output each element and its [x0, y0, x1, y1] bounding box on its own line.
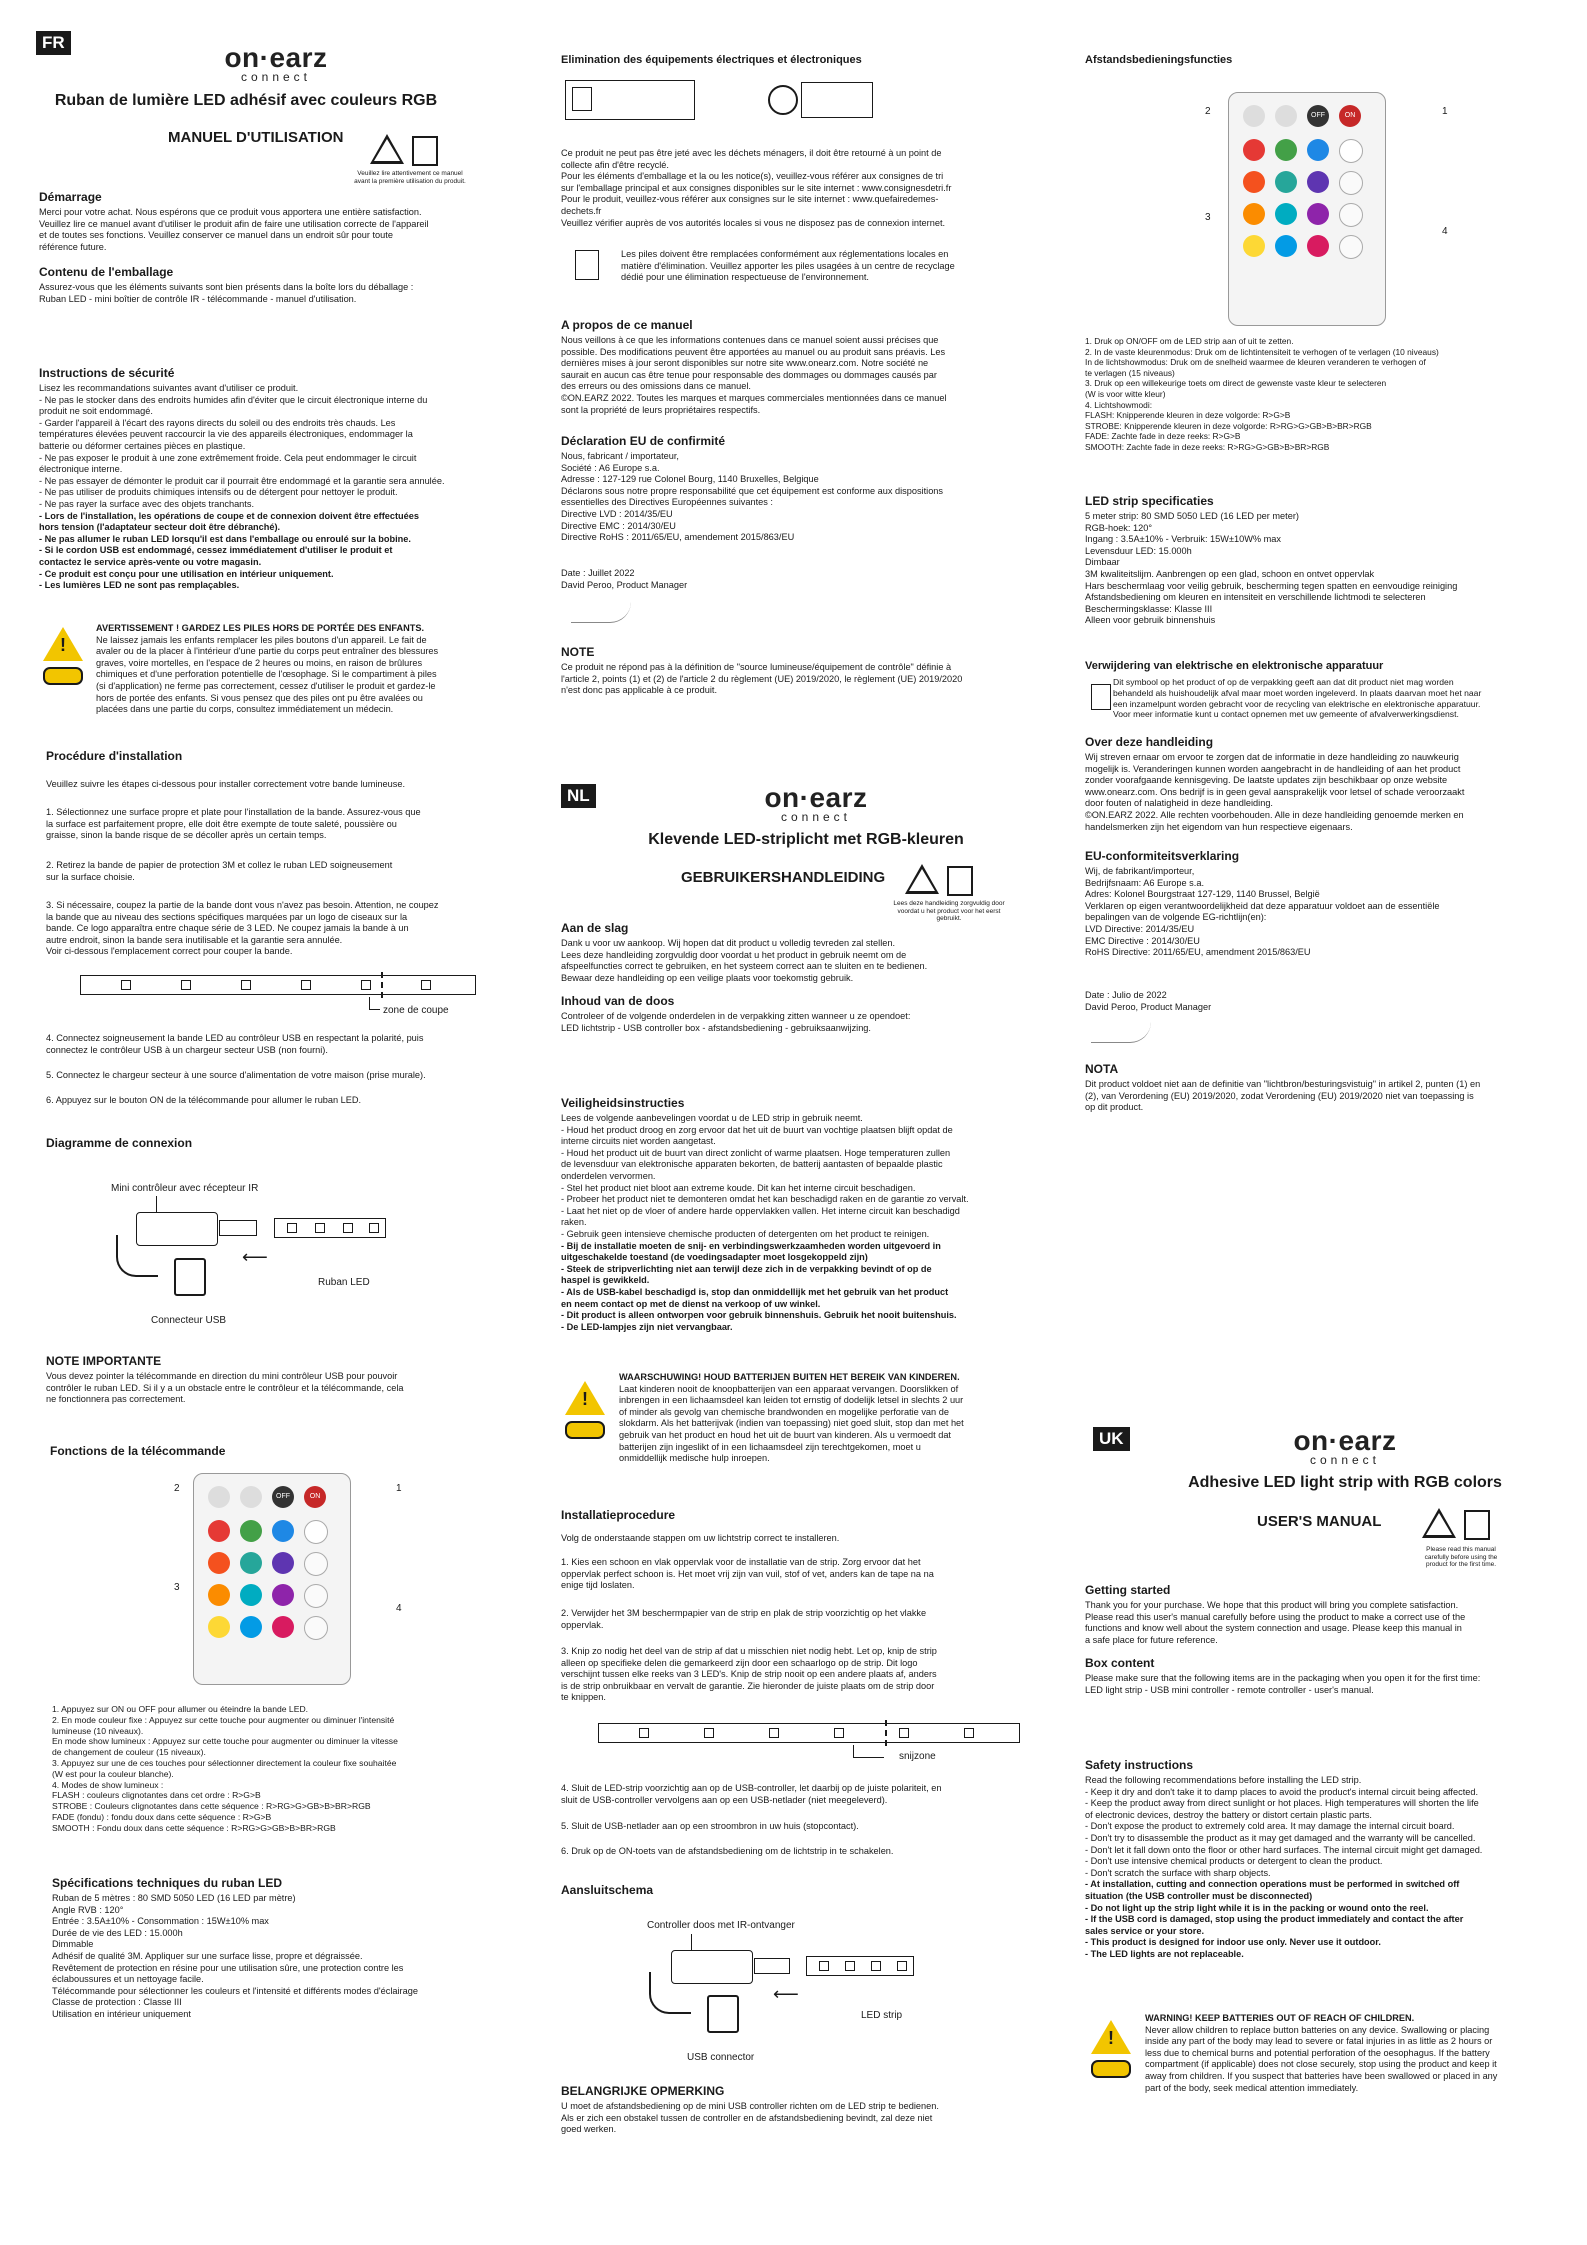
diagram-heading-nl: Aansluitschema [561, 1883, 654, 1897]
diagram-led-strip-nl [806, 1956, 914, 1976]
brand-name: on·earz [224, 42, 328, 73]
remote-functions-list-nl: 1. Druk op ON/OFF om de LED strip aan of uit te zetten. 2. In de vaste kleurenmodus: Druk om de lichtintensiteit te verhogen of te verlagen (10 niveaus) In de lichtshowmodus: Druk om de snelheid waarmee de kleuren veranderen te verhogen of te verlagen (15 niveaus) 3. Druk op een willekeurige toets om direct de gewenste vaste kleur te selecteren (W is voor witte kleur) 4. Lichtshowmodi: FLASH: Knipperende kleuren in deze volgorde: R>G>B STROBE: Knipperende kleuren in deze volgorde: R>RG>G>GB>B>BR>RGB FADE: Zachte fade in deze reeks: R>G>B SMOOTH: Zachte fade in deze reeks: R>RG>G>GB>B>BR>RGB [1085, 336, 1439, 452]
crossed-bin-battery-icon [575, 250, 599, 280]
start-text: Merci pour votre achat. Nous espérons que ce produit vous apportera une entière satisfaction. Veuillez lire ce manuel avant d'utiliser le produit afin de faire une utilisation correcte de l'appareil et de toutes ses fonctions. Veuillez conserver ce manuel dans un endroit sûr pour toute référence future. [39, 207, 429, 252]
manual-title-uk: USER'S MANUAL [1257, 1513, 1382, 1530]
declaration-heading: Déclaration EU de confirmité [561, 434, 726, 448]
declaration-text: Nous, fabricant / importateur, Société : A6 Europe s.a. Adresse : 127-129 rue Colonel Bourg, 1140 Bruxelles, Belgique Déclarons sous notre propre responsabilité que cet équipement est conforme aux dispositions essentielles des Directives Européennes suivantes : Directive LVD : 2014/35/EU Directive EMC : 2014/30/EU Directive RoHS : 2011/65/EU, amendement 2015/863/EU [561, 451, 944, 543]
note-heading: NOTE IMPORTANTE [46, 1354, 162, 1368]
cut-zone-label-nl: snijzone [899, 1751, 936, 1762]
battery-warning-icon: ! [1087, 2020, 1142, 2078]
declaration-date: Date : Juillet 2022 David Peroo, Product Manager [561, 568, 688, 590]
note-text-nl: U moet de afstandsbediening op de mini USB controller richten om de LED strip te bedienen. Als er zich een obstakel tussen de controller en de afstandsbediening bevindt, zal deze niet goed werken. [561, 2101, 939, 2135]
manual-book-icon [1464, 1510, 1490, 1540]
on-button-icon: ON [304, 1486, 326, 1508]
recycle-icon [768, 85, 798, 115]
read-note-nl: Lees deze handleiding zorgvuldig door voordat u het product voor het eerst gebruikt. [893, 900, 1005, 922]
about-heading: A propos de ce manuel [561, 318, 693, 332]
box-text-uk: Please make sure that the following items are in the packaging when you open it for the first time: LED light strip - USB mini controller - remote controller - user's manual. [1085, 1673, 1481, 1695]
box-heading: Contenu de l'emballage [39, 265, 174, 279]
note-heading-nl: BELANGRIJKE OPMERKING [561, 2084, 725, 2098]
safety-heading: Instructions de sécurité [39, 366, 175, 380]
battery-disposal-text: Les piles doivent être remplacées conformément aux réglementations locales en matière d'élimination. Veuillez apporter les piles usagées à un centre de recyclage dédié pour une élimination respectueuse de l'environnement. [621, 249, 955, 283]
weee-text: Ce produit ne peut pas être jeté avec les déchets ménagers, il doit être retourné à un point de collecte afin d'être recyclé. Pour les éléments d'emballage et la ou les notice(s), veuillez-vous référer aux consignes de tri sur l'emballage principal et aux consignes disponibles sur le site internet : www.consignesdetri.fr Pour le produit, veuillez-vous référer aux consignes sur le site internet : www.quefairedemes- dechets.fr Veuillez vérifier auprès de vos autorités locales si vous ne disposez pas de connexion internet. [561, 148, 952, 228]
declaration-text-nl: Wij, de fabrikant/importeur, Bedrijfsnaam: A6 Europe s.a. Adres: Kolonel Bourgstraat 127-129, 1140 Brussel, België Verklaren op eigen verantwoordelijkheid dat deze apparatuur voldoet aan de essentiële bepalingen van de volgende EG-richtlijn(en): LVD Directive: 2014/35/EU EMC Directive : 2014/30/EU RoHS Directive: 2011/65/EU, amendment 2015/863/EU [1085, 866, 1440, 958]
remote-heading: Fonctions de la télécommande [50, 1444, 226, 1458]
doc-title-uk: Adhesive LED light strip with RGB colors [1188, 1474, 1502, 1491]
cut-line [381, 972, 383, 998]
led-strip-cut-illustration [80, 975, 476, 995]
safety-text: Lisez les recommandations suivantes avant d'utiliser ce produit. - Ne pas le stocker dans des endroits humides afin d'éviter que le circuit électronique interne du produit ne soit endommagé. - Garder l'appareil à l'écart des rayons directs du soleil ou des endroits très chauds. Les températures élevées peuvent raccourcir la vie des appareils électroniques, endommager la batterie ou déformer certaines pièces en plastique. - Ne pas exposer le produit à une zone extrêmement froide. Cela peut endommager le circuit électronique interne. - Ne pas essayer de démonter le produit car il pourrait être endommagé et la garantie sera annulée. - Ne pas utiliser de produits chimiques intensifs ou de détergent pour nettoyer le produit. - Ne pas rayer la surface avec des objets tranchants. [39, 383, 445, 509]
read-note: Veuillez lire attentivement ce manuel avant la première utilisation du produit. [354, 170, 466, 185]
start-heading-uk: Getting started [1085, 1583, 1171, 1597]
battery-warning-text: Ne laissez jamais les enfants remplacer les piles boutons d'un appareil. Le fait de avaler ou de la placer à l'intérieur d'une partie du corps peut entraîner des blessures graves, voire mortelles, en l'espace de 2 heures ou moins, en raison de brûlures chimiques et d'une perforation potentielle de l'œsophage. Si le compartiment à piles (si d'application) ne ferme pas correctement, cessez d'utiliser le produit et gardez-le hors de portée des enfants. Si vous pensez que des piles ont pu être avalées ou placées dans une partie du corps, consultez immédiatement un médecin. [96, 634, 439, 715]
lang-flag-nl: NL [561, 784, 596, 808]
diagram-heading: Diagramme de connexion [46, 1136, 193, 1150]
install-step-3: 3. Si nécessaire, coupez la partie de la bande dont vous n'avez pas besoin. Attention, ne coupez la bande que au niveau des sections spécifiques marquées par un logo de ciseaux sur la bande. Ce logo apparaîtra entre chaque série de 3 LED. Ne coupez jamais la bande à un autre endroit, sinon la bande sera inutilisable et la garantie sera annulée. Voir ci-dessous l'emplacement correct pour couper la bande. [46, 900, 439, 957]
remote-heading-nl: Afstandsbedieningsfuncties [1085, 54, 1233, 66]
install-step-3-nl: 3. Knip zo nodig het deel van de strip af dat u misschien niet nodig hebt. Let op, knip de strip alleen op specifieke delen die gemarkeerd zijn door een schaarlogo op de strip. Dit logo verschijnt tussen elke reeks van 3 LED's. Knip de strip nooit op een andere plaats af, anders is de strip onbruikbaar en vervalt de garantie. Zie hieronder de juiste plaats om de strip door te knippen. [561, 1646, 937, 1703]
off-button-icon: OFF [272, 1486, 294, 1508]
usb-plug-icon [707, 1995, 739, 2033]
start-heading: Démarrage [39, 190, 102, 204]
usb-cable [116, 1235, 158, 1277]
install-heading-nl: Installatieprocedure [561, 1508, 676, 1522]
weee-text-nl: Dit symbool op het product of op de verpakking geeft aan dat dit product niet mag worden behandeld als huishoudelijk afval maar moet worden ingeleverd. In plaats daarvan moet het naar een inzamelpunt worden gebracht voor de recycling van elektrische en elektronische apparatuur. Voor meer informatie kunt u contact opnemen met uw gemeente of afvalverwerkingsdienst. [1113, 677, 1482, 720]
manual-book-icon [947, 866, 973, 896]
triman-recycling-logo [565, 80, 695, 120]
safety-bold-text-uk: - At installation, cutting and connection operations must be performed in switched off situation (the USB controller must be disconnected) - Do not light up the strip light while it is in the packing or wound onto the reel. - If the USB cord is damaged, stop using the product immediately and contact the after sales service or your store. - This product is designed for indoor use only. Never use it outdoor. - The LED lights are not replaceable. [1085, 1879, 1464, 1959]
safety-bold-text-nl: - Bij de installatie moeten de snij- en verbindingswerkzaamheden worden uitgevoerd in uitgeschakelde toestand (de voedingsadapter moet losgekoppeld zijn) - Steek de stripverlichting niet aan terwijl deze zich in de verpakking bevindt of op de haspel is gewikkeld. - Als de USB-kabel beschadigd is, stop dan onmiddellijk met het gebruik van het product en neem contact op met de dienst na verkoop of uw winkel. - Dit product is alleen ontworpen voor gebruik binnenshuis. Gebruik het nooit buitenshuis. - De LED-lampjes zijn niet vervangbaar. [561, 1240, 957, 1332]
safety-heading-nl: Veiligheidsinstructies [561, 1096, 685, 1110]
brand-logo-nl: on·earz connect [764, 782, 868, 824]
about-heading-nl: Over deze handleiding [1085, 735, 1214, 749]
install-step-6-nl: 6. Druk op de ON-toets van de afstandsbediening om de lichtstrip in te schakelen. [561, 1846, 894, 1856]
battery-warning-icon: ! [561, 1381, 616, 1439]
warning-triangle-icon [1422, 1508, 1456, 1538]
diagram-led-strip [274, 1218, 386, 1238]
battery-warning-heading-uk: WARNING! KEEP BATTERIES OUT OF REACH OF CHILDREN. [1145, 2013, 1415, 2023]
diagram-controller-label: Mini contrôleur avec récepteur IR [111, 1183, 259, 1194]
install-heading: Procédure d'installation [46, 749, 183, 763]
strip-connector [219, 1220, 257, 1236]
about-text: Nous veillons à ce que les informations contenues dans ce manuel soient aussi précises que possible. Des modifications peuvent être apportées au manuel ou au produit sans préavis. Les dernières mises à jour seront disponibles sur notre site www.onearz.com. Notre société ne saurait en aucun cas être tenue pour responsable des dommages ou dommages causés par des erreurs ou des omissions dans ce manuel. ©ON.EARZ 2022. Toutes les marques et marques commerciales mentionnées dans ce manuel sont la propriété de leurs propriétaires respectifs. [561, 335, 947, 415]
install-step-5-nl: 5. Sluit de USB-netlader aan op een stroombron in uw huis (stopcontact). [561, 1821, 859, 1831]
usb-plug-icon [174, 1258, 206, 1296]
safety-bold-text: - Lors de l'installation, les opérations de coupe et de connexion doivent être effectuées hors tension (l'adaptateur secteur doit être débranché). - Ne pas allumer le ruban LED lorsqu'il est dans l'emballage ou enroulé sur la bobine. - Si le cordon USB est endommagé, cessez immédiatement d'utiliser le produit et contactez le service après-vente ou votre magasin. - Ce produit est conçu pour une utilisation en intérieur uniquement. - Les lumières LED ne sont pas remplaçables. [39, 510, 419, 591]
box-heading-nl: Inhoud van de doos [561, 994, 675, 1008]
specs-heading: Spécifications techniques du ruban LED [52, 1876, 283, 1890]
start-text-nl: Dank u voor uw aankoop. Wij hopen dat dit product u volledig tevreden zal stellen. Lees deze handleiding zorgvuldig door voordat u het product in gebruik neemt om de afspeelfuncties correct te gebruiken, en het systeem correct aan te sluiten en te bedienen. Bewaar deze handleiding op een veilige plaats voor toekomstig gebruik. [561, 938, 928, 983]
lang-flag-fr: FR [36, 31, 71, 55]
remote-functions-list: 1. Appuyez sur ON ou OFF pour allumer ou éteindre la bande LED. 2. En mode couleur fixe : Appuyez sur cette touche pour augmenter ou diminuer l'intensité lumineuse (10 niveaux). En mode show lumineux : Appuyez sur cette touche pour augmenter ou diminuer la vitesse de changement de couleur (15 niveaux). 3. Appuyez sur une de ces touches pour sélectionner directement la couleur fixe souhaitée (W est pour la couleur blanche). 4. Modes de show lumineux : FLASH : couleurs clignotantes dans cet ordre : R>G>B STROBE : Couleurs clignotantes dans cette séquence : R>RG>G>GB>B>BR>RGB FADE (fondu) : fondu doux dans cette séquence : R>G>B SMOOTH : Fondu doux dans cette séquence : R>RG>G>GB>B>BR>RGB [52, 1704, 398, 1833]
note2-text-nl: Dit product voldoet niet aan de definitie van "lichtbron/besturingsvistuig" in artikel 2, punten (1) en (2), van Verordening (EU) 2019/2020, zodat Verordening (EU) 2019/2020 niet van toepassing is op dit product. [1085, 1079, 1481, 1113]
specs-text: Ruban de 5 mètres : 80 SMD 5050 LED (16 LED par mètre) Angle RVB : 120° Entrée : 3.5A±10% - Consommation : 15W±10% max Durée de vie des LED : 15.000h Dimmable Adhésif de qualité 3M. Appliquer sur une surface lisse, propre et dégraissée. Revêtement de protection en résine pour une utilisation sûre, une protection contre les éclaboussures et un nettoyage facile. Télécommande pour sélectionner les couleurs et l'intensité et différents modes d'éclairage Classe de protection : Classe III Utilisation en intérieur uniquement [52, 1893, 418, 2019]
remote-control-illustration [193, 1473, 351, 1685]
install-intro-nl: Volg de onderstaande stappen om uw lichtstrip correct te installeren. [561, 1533, 840, 1543]
manual-book-icon [412, 136, 438, 166]
manual-title-nl: GEBRUIKERSHANDLEIDING [681, 869, 886, 886]
box-heading-uk: Box content [1085, 1656, 1155, 1670]
cut-zone-label: zone de coupe [383, 1005, 449, 1016]
brand-logo-uk: on·earz connect [1293, 1425, 1397, 1467]
doc-title: Ruban de lumière LED adhésif avec couleurs RGB [54, 92, 438, 109]
note2-heading-nl: NOTA [1085, 1062, 1119, 1076]
note2-heading: NOTE [561, 645, 595, 659]
install-step-4: 4. Connectez soigneusement la bande LED au contrôleur USB en respectant la polarité, puis connectez le contrôleur USB à un chargeur secteur USB (non fourni). [46, 1033, 424, 1055]
note2-text: Ce produit ne répond pas à la définition de "source lumineuse/équipement de contrôle" définie à l'article 2, points (1) et (2) de l'article 2 du règlement (UE) 2019/2020, le règlement (UE) 2019/2020 n'est donc pas applicable à ce produit. [561, 662, 963, 696]
arrow-left-icon: ⟵ [773, 1984, 799, 2004]
lang-flag-uk: UK [1093, 1427, 1130, 1451]
brand-sub: connect [240, 70, 312, 84]
remote-control-illustration-nl: OFF ON [1228, 92, 1386, 326]
diagram-usb-label: Connecteur USB [151, 1315, 227, 1326]
battery-warning-text-nl: Laat kinderen nooit de knoopbatterijen van een apparaat vervangen. Doorslikken of inbrengen in een lichaamsdeel kan leiden tot ernstig of dodelijk letsel in slechts 2 uur of minder als gevolg van chemische brandwonden en mogelijke perforatie van de slokdarm. Als het batterijvak (indien van toepassing) niet goed sluit, stop dan met het gebruik van het product en houd het uit de buurt van kinderen. Als u vermoedt dat batterijen zijn ingeslikt of in een lichaamsdeel zijn terechtgekomen, moet u onmiddellijk medische hulp inroepen. [619, 1383, 964, 1464]
brightness-up-icon [208, 1486, 230, 1508]
packaging-recycle-icon [801, 82, 873, 118]
box-text-nl: Controleer of de volgende onderdelen in de verpakking zitten wanneer u ze opendoet: LED lichtstrip - USB controller box - afstandsbediening - gebruiksaanwijzing. [561, 1011, 911, 1033]
safety-text-uk: Read the following recommendations before installing the LED strip. - Keep it dry and don't take it to damp places to avoid the product's internal circuit being affected. - Keep the product away from direct sunlight or hot places. High temperatures will shorten the life of electronic devices, destroy the battery or distort certain plastic parts. - Don't expose the product to extremely cold area. It may damage the internal circuit board. - Don't try to disassemble the product as it may get damaged and the warranty will be cancelled. - Don't let it fall down onto the floor or other hard surfaces. The internal circuit might get damaged. - Don't use intensive chemical products or detergent to clean the product. - Don't scratch the surface with sharp objects. [1085, 1775, 1483, 1878]
diagram-strip-label-nl: LED strip [861, 2010, 903, 2021]
start-text-uk: Thank you for your purchase. We hope that this product will bring you complete satisfaction. Please read this user's manual carefully before using the product to make a correct use of the functions and know well about the system connection and usage. Please keep this manual in a safe place for future reference. [1085, 1600, 1466, 1645]
battery-warning-text-uk: Never allow children to replace button batteries on any device. Swallowing or placing inside any part of the body may lead to severe or fatal injuries in as little as 2 hours or less due to chemical burns and potential perforation of the oesophagus. If the battery compartment (if applicable) does not close securely, stop using the product and keep it away from children. If you suspect that batteries have been swallowed or placed in any part of the body, seek medical attention immediately. [1145, 2024, 1498, 2093]
weee-heading: Elimination des équipements électriques et électroniques [561, 54, 862, 66]
safety-text-nl: Lees de volgende aanbevelingen voordat u de LED strip in gebruik neemt. - Houd het product droog en zorg ervoor dat het uit de buurt van vochtige plaatsen blijft opdat de interne circuits niet worden aangetast. - Houd het product uit de buurt van direct zonlicht of warme plaatsen. Hoge temperaturen zullen de levensduur van elektronische apparaten bekorten, de batterij aantasten of bepaalde plastic onderdelen vervormen. - Stel het product niet bloot aan extreme koude. Dit kan het interne circuit beschadigen. - Probeer het product niet te demonteren omdat het kan beschadigd raken en de garantie zo vervalt. - Laat het niet op de vloer of andere harde oppervlakken vallen. Het interne circuit kan beschadigd raken. - Gebruik geen intensieve chemische producten of detergenten om het product te reinigen. [561, 1113, 969, 1239]
install-step-6: 6. Appuyez sur le bouton ON de la télécommande pour allumer le ruban LED. [46, 1095, 362, 1105]
declaration-date-nl: Date : Julio de 2022 David Peroo, Product Manager [1085, 990, 1212, 1012]
weee-heading-nl: Verwijdering van elektrische en elektronische apparatuur [1085, 660, 1384, 672]
install-step-2: 2. Retirez la bande de papier de protection 3M et collez le ruban LED soigneusement sur la surface choisie. [46, 860, 393, 882]
install-step-5: 5. Connectez le chargeur secteur à une source d'alimentation de votre maison (prise murale). [46, 1070, 426, 1080]
specs-heading-nl: LED strip specificaties [1085, 494, 1214, 508]
battery-warning-heading-nl: WAARSCHUWING! HOUD BATTERIJEN BUITEN HET BEREIK VAN KINDEREN. [619, 1372, 960, 1382]
read-note-uk: Please read this manual carefully before using the product for the first time. [1424, 1546, 1498, 1568]
battery-warning-icon: ! [39, 627, 94, 685]
brightness-down-icon [240, 1486, 262, 1508]
brand-logo [166, 42, 386, 84]
warning-triangle-icon [370, 134, 404, 164]
crossed-bin-icon [572, 87, 592, 111]
install-step-1-nl: 1. Kies een schoon en vlak oppervlak voor de installatie van de strip. Zorg ervoor dat het oppervlak perfect schoon is. Het moet vrij zijn van vuil, stof of vet, anders kan de tape na na enige tijd loslaten. [561, 1557, 934, 1591]
diagram-usb-label-nl: USB connector [687, 2052, 755, 2063]
arrow-left-icon: ⟵ [242, 1247, 268, 1267]
doc-title-nl: Klevende LED-striplicht met RGB-kleuren [648, 831, 964, 848]
install-step-1: 1. Sélectionnez une surface propre et plate pour l'installation de la bande. Assurez-vous que la surface est parfaitement propre, elle doit être exempte de toute saleté, poussière ou graisse, sinon la bande risque de se décoller après un certain temps. [46, 807, 421, 841]
box-text: Assurez-vous que les éléments suivants sont bien présents dans la boîte lors du déballage : Ruban LED - mini boîtier de contrôle IR - télécommande - manuel d'utilisation. [39, 282, 414, 304]
signature [1091, 1022, 1151, 1043]
manual-title: MANUEL D'UTILISATION [168, 129, 344, 146]
crossed-bin-icon [1091, 684, 1111, 710]
signature [571, 602, 631, 623]
install-step-2-nl: 2. Verwijder het 3M beschermpapier van de strip en plak de strip voorzichtig op het vlakke oppervlak. [561, 1608, 927, 1630]
diagram-controller-label-nl: Controller doos met IR-ontvanger [647, 1920, 795, 1931]
declaration-heading-nl: EU-conformiteitsverklaring [1085, 849, 1240, 863]
start-heading-nl: Aan de slag [561, 921, 629, 935]
battery-warning-heading: AVERTISSEMENT ! GARDEZ LES PILES HORS DE PORTÉE DES ENFANTS. [96, 623, 425, 633]
about-text-nl: Wij streven ernaar om ervoor te zorgen dat de informatie in deze handleiding zo nauwkeurig mogelijk is. Veranderingen kunnen worden aangebracht in de handleiding of aan het product zonder voorafgaande kennisgeving. De laatste updates zijn beschikbaar op onze website www.onearz.com. Ons bedrijf is in geen geval aansprakelijk voor letsel of schade veroorzaakt door fouten of nalatigheid in deze handleiding. ©ON.EARZ 2022. Alle rechten voorbehouden. Alle in deze handleiding genoemde merken en handelsmerken zijn het eigendom van hun respectieve eigenaars. [1085, 752, 1465, 832]
note-text: Vous devez pointer la télécommande en direction du mini contrôleur USB pour pouvoir contrôler le ruban LED. Si il y a un obstacle entre le contrôleur et la télécommande, cela ne fonctionnera pas correctement. [46, 1371, 404, 1405]
diagram-strip-label: Ruban LED [318, 1277, 370, 1288]
safety-heading-uk: Safety instructions [1085, 1758, 1194, 1772]
specs-text-nl: 5 meter strip: 80 SMD 5050 LED (16 LED per meter) RGB-hoek: 120° Ingang : 3.5A±10% - Verbruik: 15W±10W% max Levensduur LED: 15.000h Dimbaar 3M kwaliteitslijm. Aanbrengen op een glad, schoon en ontvet oppervlak Hars beschermlaag voor veilig gebruik, bescherming tegen spatten en eenvoudige reiniging Afstandsbediening om kleuren en intensiteit en verschillende lichtmodi te selecteren Beschermingsklasse: Klasse III Alleen voor gebruik binnenshuis [1085, 511, 1458, 626]
warning-triangle-icon [905, 864, 939, 894]
install-intro: Veuillez suivre les étapes ci-dessous pour installer correctement votre bande lumineuse. [46, 779, 406, 789]
install-step-4-nl: 4. Sluit de LED-strip voorzichtig aan op de USB-controller, let daarbij op de juiste polariteit, en sluit de USB-controller vervolgens aan op een USB-netlader (niet meegeleverd). [561, 1783, 942, 1805]
led-strip-cut-illustration-nl [598, 1723, 1020, 1743]
